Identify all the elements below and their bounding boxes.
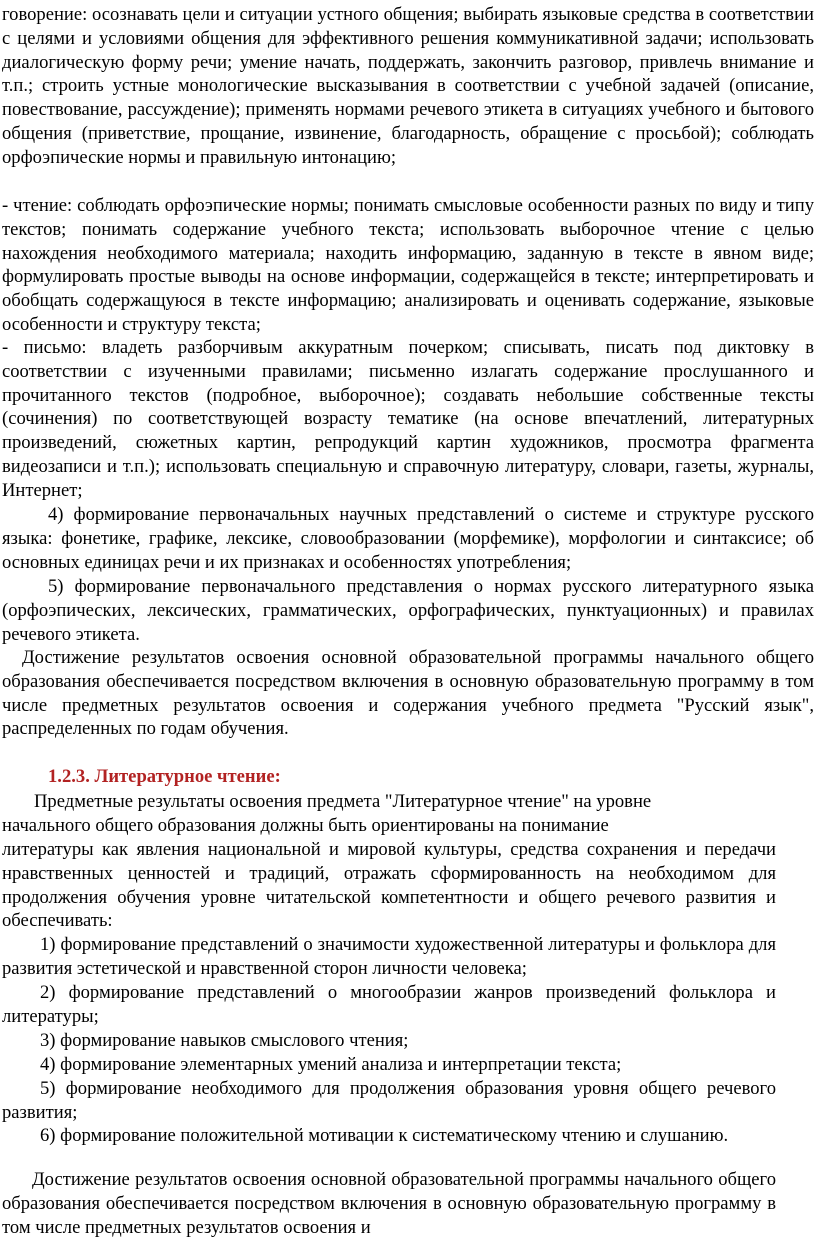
section-heading: 1.2.3. Литературное чтение:: [48, 766, 281, 787]
intro-rest: литературы как явления национальной и мировой культуры, средства сохранения и передачи нравственных ценностей и традиций, отражать сформированность на необходимом для продолжения обучения уровне читательской компетентности и общего речевого развития и обеспечивать:: [2, 839, 776, 932]
list-text: формирование элементарных умений анализа и интерпретации текста;: [60, 1054, 622, 1075]
paragraph-speaking: говорение: осознавать цели и ситуации устного общения; выбирать языковые средства в соответствии с целями и условиями общения для эффективного решения коммуникативной задачи; использовать диалогическую форму речи; умение начать, поддержать, закончить разговор, привлечь внимание и т.п.; строить устные монологические высказывания в соответствии с учебной задачей (описание, повествование, рассуждение); применять нормами речевого этикета в ситуациях учебного и бытового общения (приветствие, прощание, извинение, благодарность, обращение с просьбой); соблюдать орфоэпические нормы и правильную интонацию;: [2, 4, 814, 168]
list-text: формирование представлений о значимости художественной литературы и фольклора для развития эстетической и нравственной сторон личности человека;: [2, 934, 776, 979]
paragraph-writing: - письмо: владеть разборчивым аккуратным почерком; списывать, писать под диктовку в соответствии с изученными правилами; письменно излагать содержание прослушанного и прочитанного текстов (подробное, выборочное); создавать небольшие собственные тексты (сочинения) по соответствующей возрасту тематике (на основе впечатлений, литературных произведений, сюжетных картин, репродукций картин художников, просмотра фрагмента видеозаписи и т.п.); использовать специальную и справочную литературу, словари, газеты, журналы, Интернет;: [2, 337, 814, 501]
list-number: 4): [40, 1054, 56, 1075]
list-text: формирование необходимого для продолжения образования уровня общего речевого развития;: [2, 1078, 776, 1123]
list-item: [2, 933, 776, 981]
list-number: 5): [40, 1078, 56, 1099]
list-item: [2, 1077, 776, 1125]
paragraph-achievement-2: Достижение результатов освоения основной образовательной программы начального общего образования обеспечивается посредством включения в основную образовательную программу в том числе предметных результатов освоения и: [2, 1169, 776, 1238]
list-number: 1): [40, 934, 56, 955]
list-item: [2, 1124, 776, 1148]
list-number: 3): [40, 1030, 56, 1051]
list-item: [2, 1053, 776, 1077]
paragraph-reading: - чтение: соблюдать орфоэпические нормы; понимать смысловые особенности разных по виду и типу текстов; понимать содержание учебного текста; использовать выборочное чтение с целью нахождения необходимого материала; находить информацию, заданную в тексте в явном виде; формулировать простые выводы на основе информации, содержащейся в тексте; интерпретировать и обобщать содержащуюся в тексте информацию; анализировать и оценивать содержание, языковые особенности и структуру текста;: [2, 195, 814, 335]
list-item: [2, 981, 776, 1029]
list-text: формирование навыков смыслового чтения;: [60, 1030, 409, 1051]
list-text: формирование представлений о многообразии жанров произведений фольклора и литературы;: [2, 982, 776, 1027]
list-number: 2): [40, 982, 56, 1003]
intro-line-2: начального общего образования должны быть ориентированы на понимание: [2, 815, 609, 836]
list-text: формирование положительной мотивации к систематическому чтению и слушанию.: [60, 1125, 729, 1146]
list-item: [2, 1029, 776, 1053]
paragraph-achievement: Достижение результатов освоения основной образовательной программы начального общего образования обеспечивается посредством включения в основную образовательную программу в том числе предметных результатов освоения и содержания учебного предмета "Русский язык", распределенных по годам обучения.: [2, 647, 814, 740]
paragraph-item-5: 5) формирование первоначального представления о нормах русского литературного языка (орфоэпических, лексических, грамматических, орфографических, пунктуационных) и правилах речевого этикета.: [2, 576, 814, 645]
intro-line-1: Предметные результаты освоения предмета "Литературное чтение" на уровне: [34, 791, 652, 812]
list-number: 6): [40, 1125, 56, 1146]
paragraph-item-4: 4) формирование первоначальных научных представлений о системе и структуре русского языка: фонетике, графике, лексике, словообразовании (морфемике), морфологии и синтаксисе; об основных единицах речи и их признаках и особенностях употребления;: [2, 504, 814, 573]
